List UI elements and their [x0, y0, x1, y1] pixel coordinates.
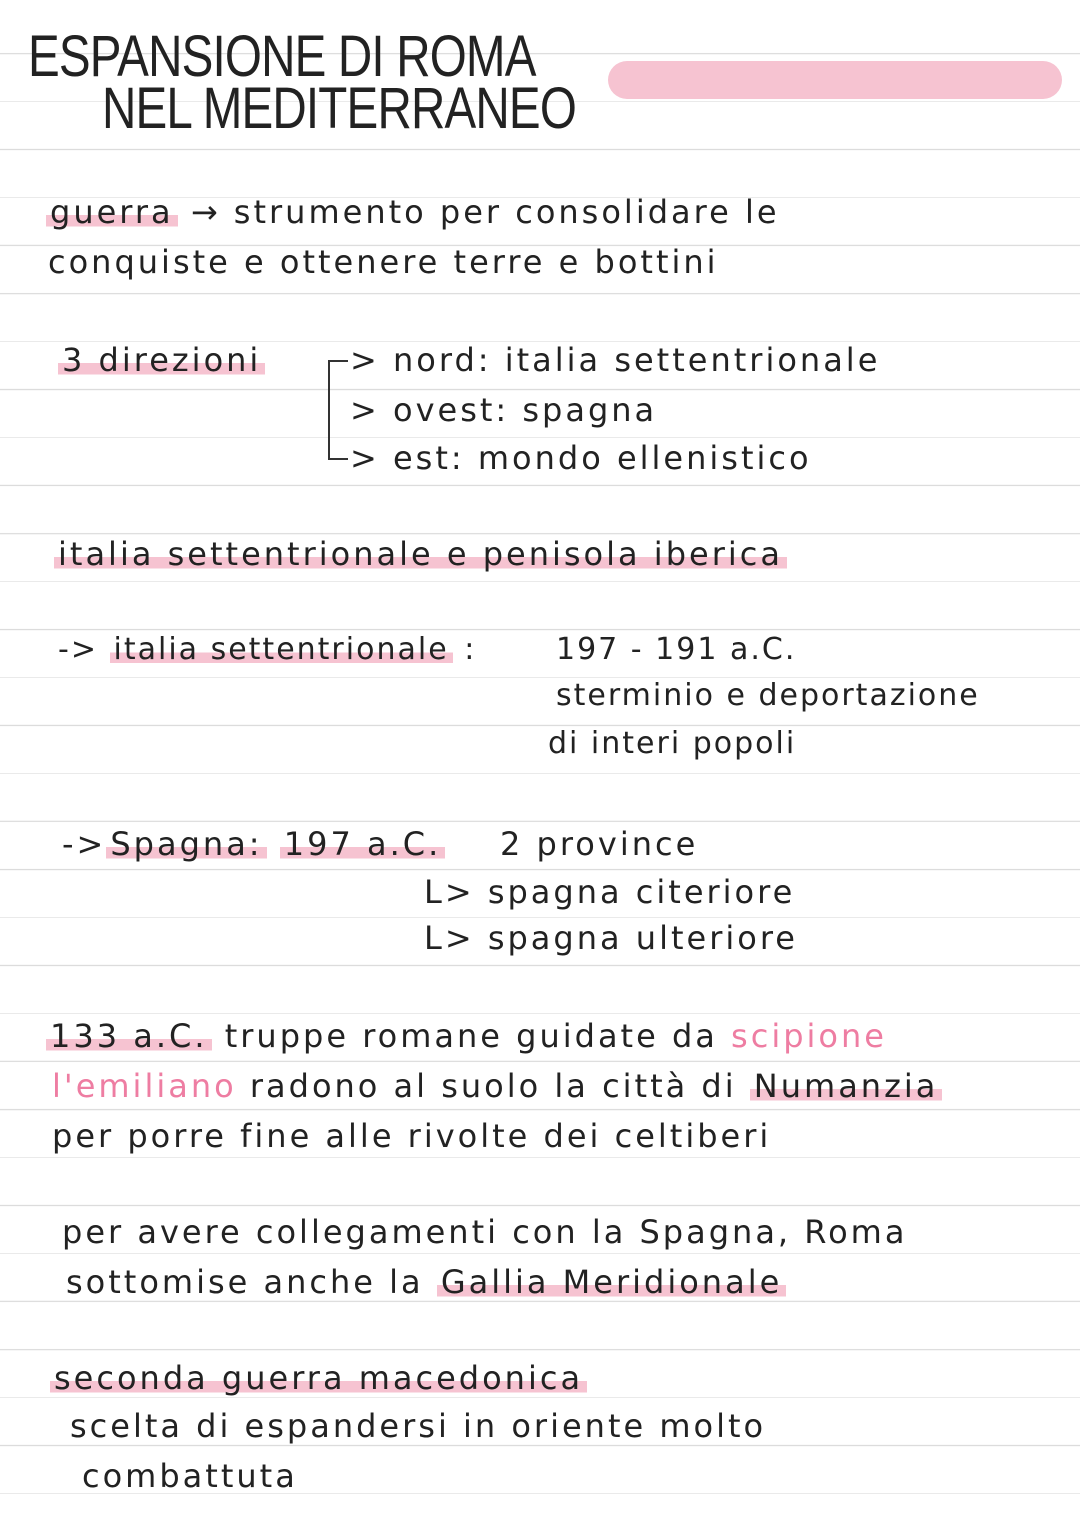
italia-colon: :: [464, 632, 477, 667]
direzioni-item-ovest: > ovest: spagna: [350, 391, 658, 429]
gallia-text: sottomise anche la: [66, 1263, 424, 1301]
italia-date: 197 - 191 a.C.: [556, 632, 797, 667]
guerra-line2: conquiste e ottenere terre e bottini: [48, 243, 719, 281]
numanzia-line1: [46, 1016, 887, 1056]
guerra-definition: → strumento per consolidare le: [190, 193, 780, 231]
direzioni-item-nord: > nord: italia settentrionale: [350, 341, 881, 379]
guerra-term: guerra: [46, 193, 178, 231]
italia-arrow: ->: [58, 632, 98, 667]
macedonica-heading: seconda guerra macedonica: [50, 1358, 587, 1398]
title-highlight-bar: [608, 61, 1062, 99]
macedonica-line2: combattuta: [82, 1457, 298, 1495]
page-title-line1: ESPANSIONE DI ROMA: [28, 24, 536, 89]
direzioni-label: 3 direzioni: [58, 340, 265, 380]
numanzia-date: 133 a.C.: [46, 1017, 212, 1055]
spagna-sub-ulteriore: L> spagna ulteriore: [424, 919, 798, 957]
numanzia-name1: scipione: [731, 1017, 887, 1055]
gallia-line1: per avere collegamenti con la Spagna, Roma: [62, 1213, 908, 1251]
italia-desc2: di interi popoli: [548, 726, 797, 761]
spagna-sub-citeriore: L> spagna citeriore: [424, 873, 796, 911]
macedonica-line1: scelta di espandersi in oriente molto: [70, 1407, 767, 1445]
spagna-desc: 2 province: [500, 825, 699, 863]
page-title-line2: NEL MEDITERRANEO: [102, 76, 576, 141]
numanzia-name2: l'emiliano: [52, 1067, 237, 1105]
italia-desc1: sterminio e deportazione: [556, 678, 980, 713]
italia-row: [58, 630, 476, 670]
italia-heading: italia settentrionale e penisola iberica: [54, 534, 787, 574]
direzioni-bracket: [328, 360, 348, 460]
gallia-region: Gallia Meridionale: [437, 1263, 786, 1301]
spagna-row: [62, 824, 445, 864]
guerra-line1: [46, 192, 780, 232]
gallia-line2: [66, 1262, 786, 1302]
numanzia-city: Numanzia: [750, 1067, 943, 1105]
direzioni-item-est: > est: mondo ellenistico: [350, 439, 812, 477]
numanzia-line3: per porre fine alle rivolte dei celtiberi: [52, 1117, 772, 1155]
spagna-arrow: ->: [62, 825, 107, 863]
numanzia-line2: [52, 1066, 942, 1106]
spagna-date: 197 a.C.: [280, 825, 446, 863]
numanzia-text1: truppe romane guidate da: [224, 1017, 718, 1055]
numanzia-text2: radono al suolo la città di: [249, 1067, 737, 1105]
spagna-label: Spagna:: [106, 825, 266, 863]
italia-label: italia settentrionale: [110, 632, 453, 667]
